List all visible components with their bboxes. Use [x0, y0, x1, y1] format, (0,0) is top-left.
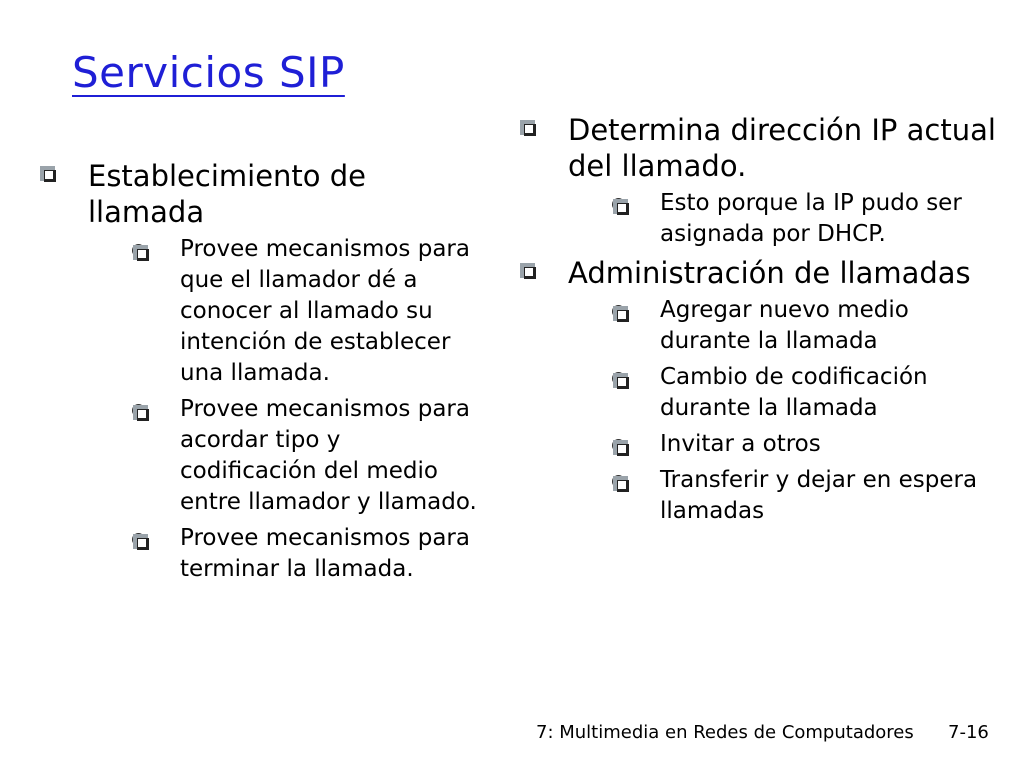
sub-bullet-list: [568, 188, 1000, 250]
bullet-text: Determina dirección IP actual del llamado.: [568, 113, 996, 183]
sub-bullet-text: Transferir y dejar en espera llamadas: [660, 467, 978, 524]
bullet-administracion: [520, 255, 1000, 527]
square-bullet-icon: [520, 263, 540, 283]
circle-bullet-icon: [132, 533, 145, 546]
sub-bullet-list: [568, 295, 1000, 527]
sub-bullet-text: Invitar a otros: [660, 431, 821, 457]
circle-bullet-icon: [612, 198, 625, 211]
sub-bullet-text: Agregar nuevo medio durante la llamada: [660, 297, 909, 354]
sub-bullet: [132, 523, 480, 585]
sub-bullet-text: Provee mecanismos para terminar la llamada.: [180, 525, 470, 582]
sub-bullet: [132, 394, 480, 518]
sub-bullet-list: [88, 234, 480, 585]
circle-bullet-icon: [612, 475, 625, 488]
left-column: [40, 158, 480, 590]
circle-bullet-icon: [132, 244, 145, 257]
slide-title: Servicios SIP: [72, 48, 345, 97]
sub-bullet: [132, 234, 480, 389]
sub-bullet: [612, 188, 1000, 250]
square-bullet-icon: [40, 166, 60, 186]
bullet-establecimiento: [40, 158, 480, 585]
circle-bullet-icon: [132, 404, 145, 417]
sub-bullet-text: Provee mecanismos para que el llamador dé a conocer al llamado su intención de establecer una llamada.: [180, 236, 470, 386]
square-bullet-icon: [520, 120, 540, 140]
bullet-text: Administración de llamadas: [568, 256, 971, 290]
sub-bullet-text: Esto porque la IP pudo ser asignada por DHCP.: [660, 190, 962, 247]
circle-bullet-icon: [612, 372, 625, 385]
bullet-text: Establecimiento de llamada: [88, 159, 366, 229]
bullet-determina-ip: [520, 112, 1000, 250]
sub-bullet-text: Cambio de codificación durante la llamada: [660, 364, 928, 421]
circle-bullet-icon: [612, 439, 625, 452]
sub-bullet: [612, 465, 1000, 527]
right-column: [520, 112, 1000, 532]
footer-page-number: 7-16: [948, 722, 989, 743]
footer-course-title: 7: Multimedia en Redes de Computadores: [536, 722, 914, 743]
sub-bullet-text: Provee mecanismos para acordar tipo y codificación del medio entre llamador y llamado.: [180, 396, 477, 515]
sub-bullet: [612, 429, 1000, 460]
sub-bullet: [612, 295, 1000, 357]
circle-bullet-icon: [612, 305, 625, 318]
sub-bullet: [612, 362, 1000, 424]
